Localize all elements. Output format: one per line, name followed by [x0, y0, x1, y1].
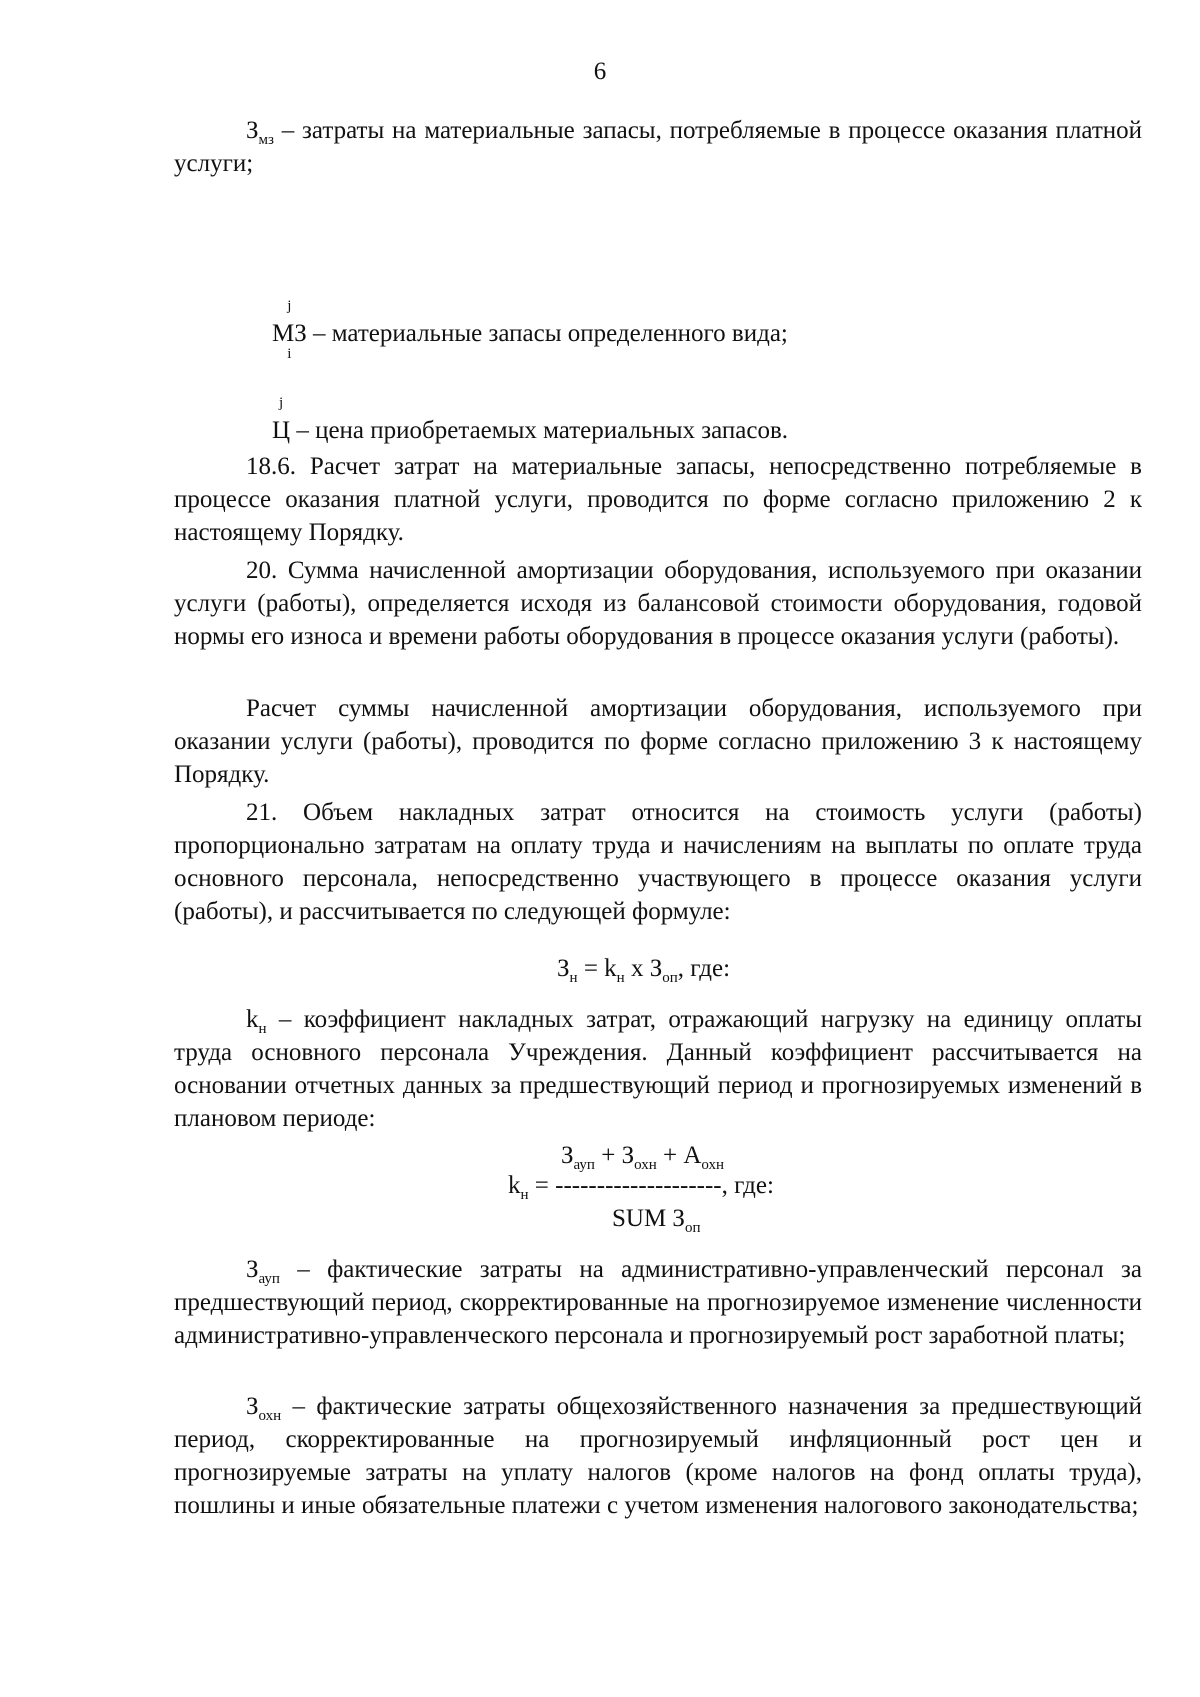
superscript-j: j [287, 298, 292, 314]
subscript-i: i [287, 346, 292, 362]
definition-text: – материальные запасы определенного вида; [306, 320, 788, 347]
definition-mz [272, 298, 788, 362]
paragraph-zohn: $З_{охн}$ – фактические затраты общехозяйственного назначения за предшествующий период, скорректированные на прогнозируемый инфляционный рост цен и прогнозируемые затраты на уплату налогов (кроме налогов на фонд оплаты труда), пошлины и иные обязательные платежи с учетом изменения налогового законодательства; [174, 1393, 1142, 1519]
formula-fraction-line: $k_н$ = --------------------, где: [508, 1172, 774, 1203]
paragraph-20: 20. Сумма начисленной амортизации оборудования, используемого при оказании услуги (работы), определяется исходя из балансовой стоимости оборудования, годовой нормы его износа и времени работы оборудования в процессе оказания услуги (работы). [174, 557, 1142, 650]
symbol-sub: мз [258, 132, 274, 148]
definition-text: – цена приобретаемых материальных запасов. [290, 417, 789, 444]
paragraph-20-calc: Расчет суммы начисленной амортизации оборудования, используемого при оказании услуги (работы), проводится по форме согласно приложению 3 к настоящему Порядку. [174, 695, 1142, 788]
paragraph-kn: $k_н$ – коэффициент накладных затрат, отражающий нагрузку на единицу оплаты труда основного персонала Учреждения. Данный коэффициент рассчитывается на основании отчетных данных за предшествующий период и прогнозируемых изменений в плановом периоде: [174, 1006, 1142, 1132]
page-number: 6 [593, 58, 607, 85]
symbol-c: Ц j [272, 395, 291, 444]
symbol-z: З [246, 117, 259, 144]
paragraph-text: – затраты на материальные запасы, потребляемые в процессе оказания платной услуги; [174, 117, 1142, 177]
paragraph-18-6: 18.6. Расчет затрат на материальные запасы, непосредственно потребляемые в процессе оказания платной услуги, проводится по форме согласно приложению 2 к настоящему Порядку. [174, 453, 1142, 546]
formula-overhead: $З_н = k_н$ х $З_{оп}$, где: [557, 955, 731, 986]
paragraph-zmz [174, 114, 1142, 180]
paragraph-zaup: $З_{ауп}$ – фактические затраты на административно-управленческий персонал за предшествующий период, скорректированные на прогнозируемое изменение численности административно-управленческого персонала и прогнозируемый рост заработной платы; [174, 1256, 1142, 1349]
paragraph-21: 21. Объем накладных затрат относится на стоимость услуги (работы) пропорционально затратам на оплату труда и начислениям на выплаты по оплате труда основного персонала, непосредственно участвующего в процессе оказания услуги (работы), и рассчитывается по следующей формуле: [174, 799, 1142, 925]
formula-numerator: $З_{ауп} + З_{охн} + А_{охн}$ [561, 1142, 725, 1173]
superscript-j: j [278, 395, 284, 411]
symbol-mz: МЗ j i [272, 298, 307, 362]
definition-price [272, 395, 789, 445]
formula-denominator: SUM $З_{оп}$ [612, 1205, 701, 1236]
